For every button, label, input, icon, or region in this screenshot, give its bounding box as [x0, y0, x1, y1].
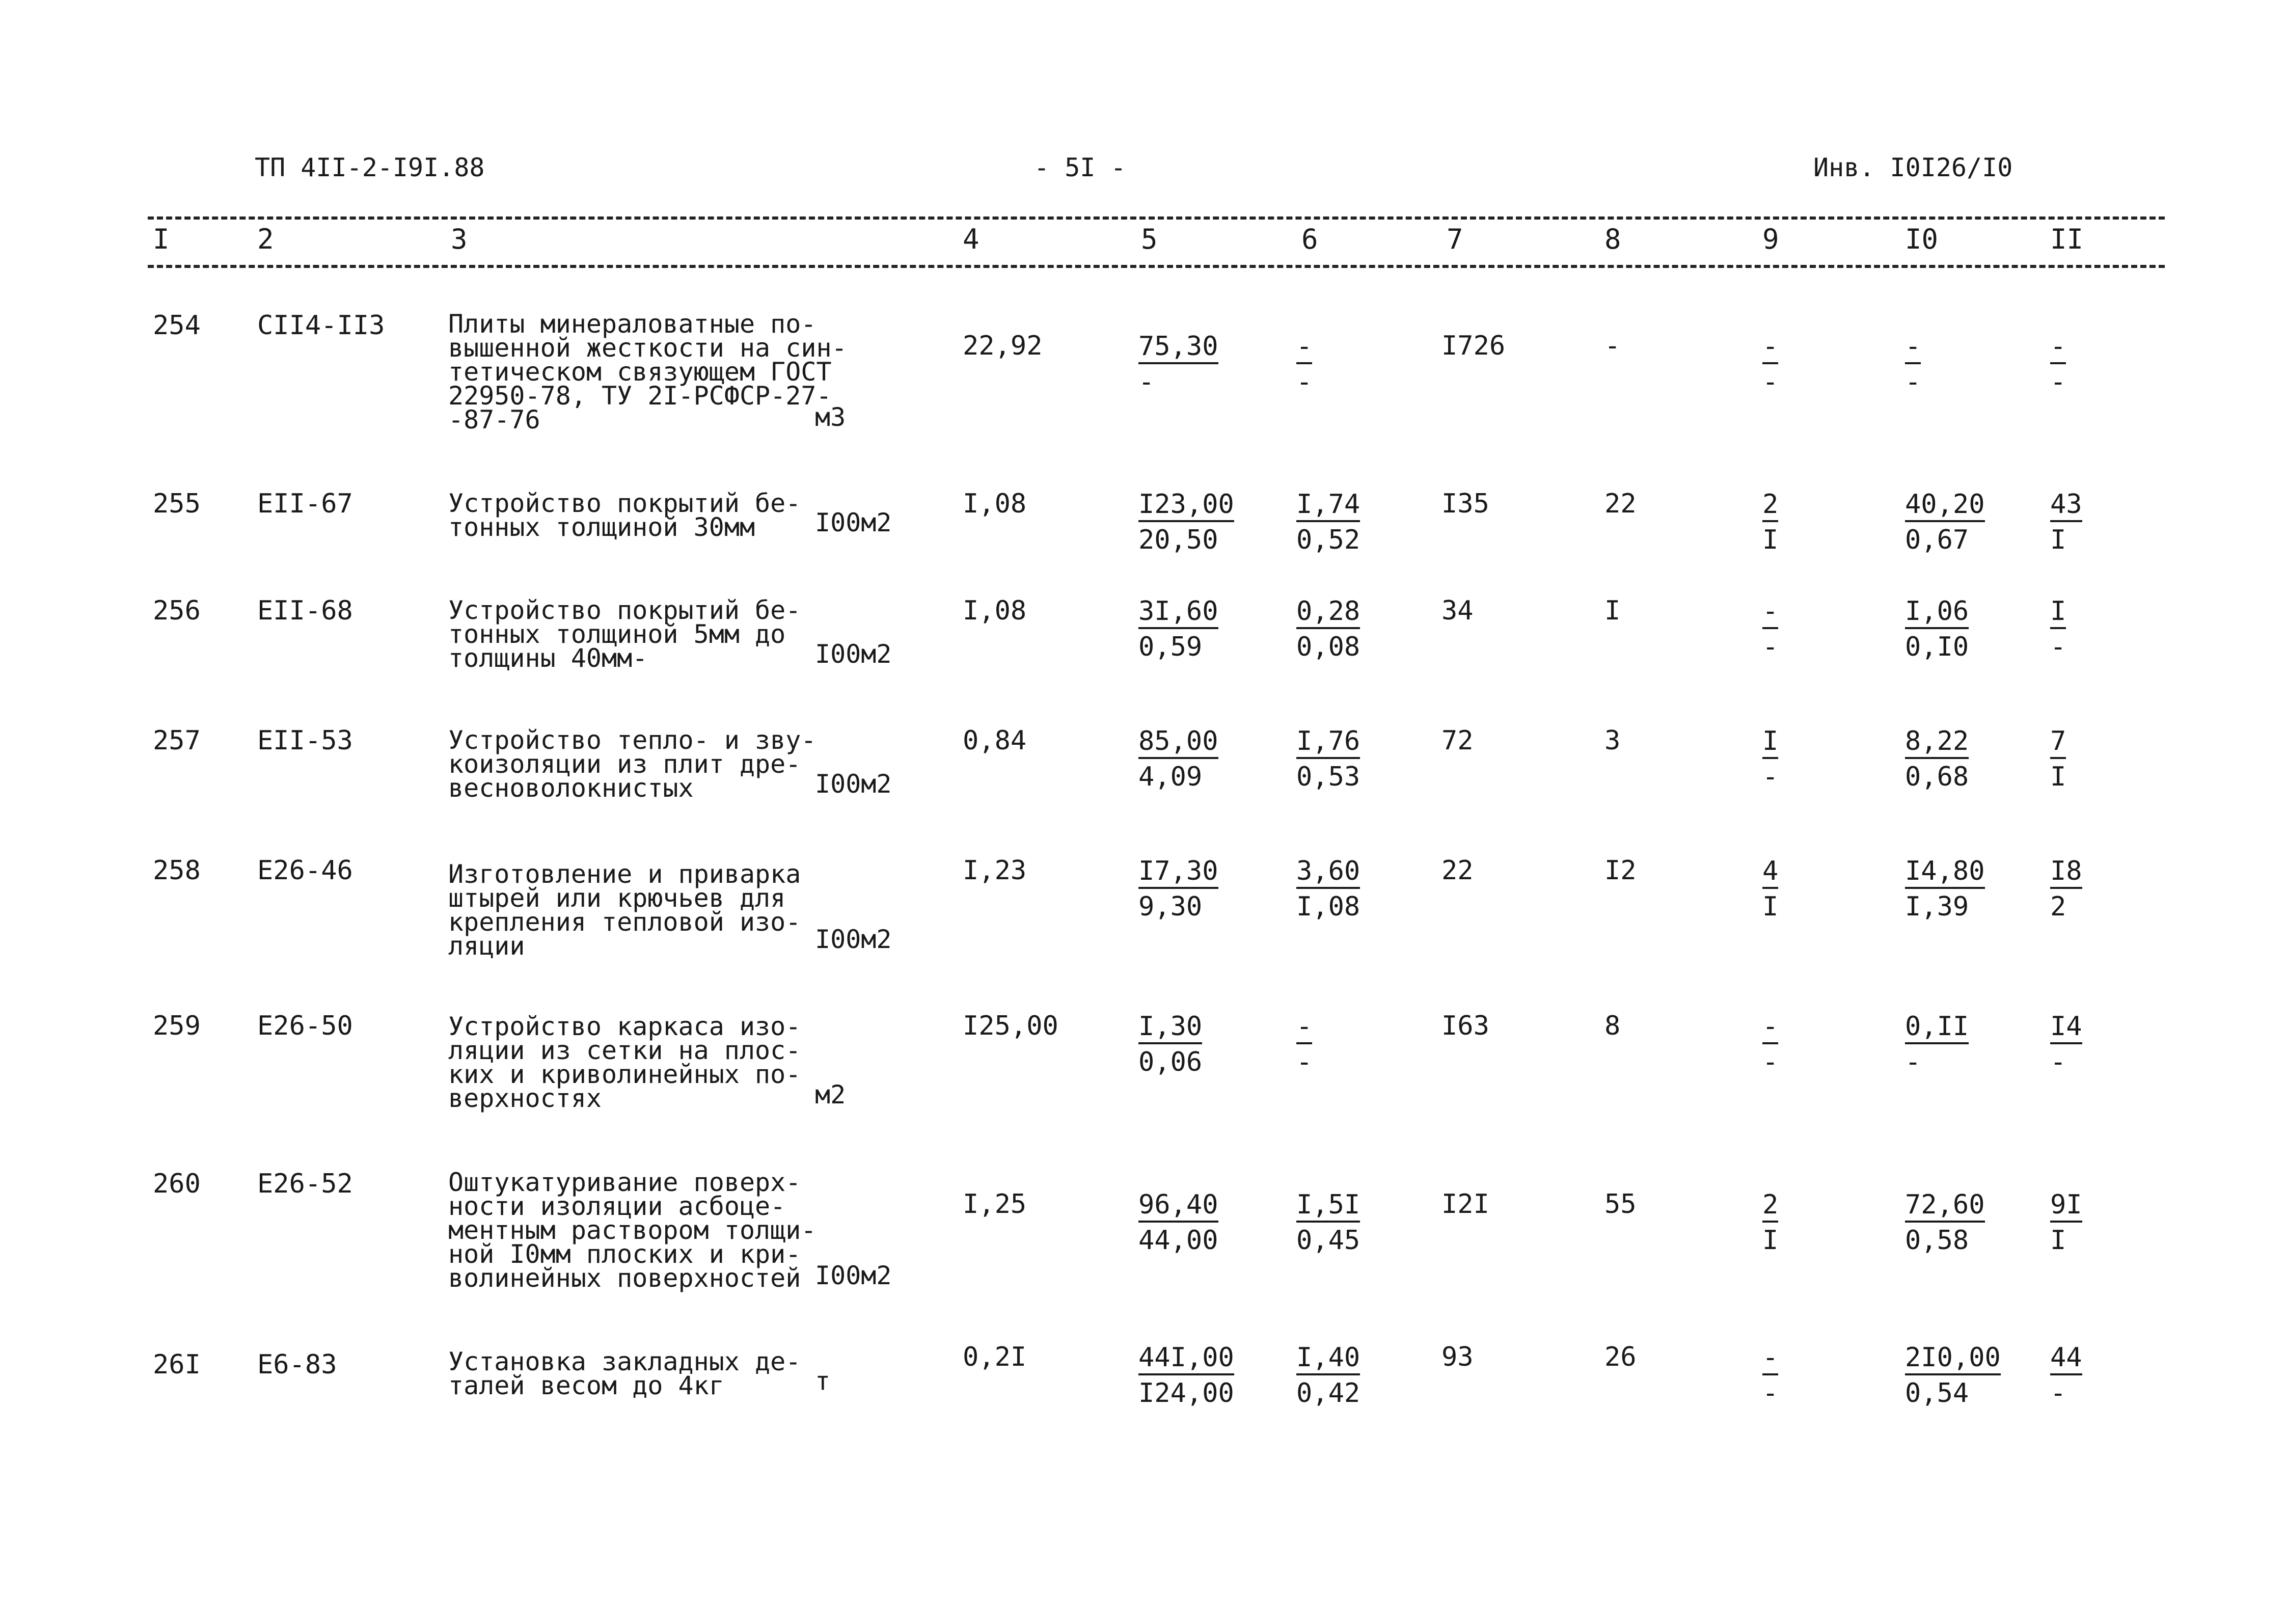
column-number: 5	[1141, 223, 1158, 255]
labor-cost: 55	[1604, 1189, 1637, 1220]
quantity: I25,00	[963, 1011, 1058, 1041]
column-number: 7	[1447, 223, 1463, 255]
total-labor-hours: - -	[2050, 331, 2066, 397]
page-number: - 5I -	[1034, 153, 1126, 182]
work-description: Устройство покрытий бе- тонных толщиной 30мм	[448, 489, 801, 542]
labor-cost: 3	[1604, 725, 1621, 756]
operation-cost: $\frac{I,40}{0,42}$	[1296, 1342, 1360, 1409]
row-number: 260	[153, 1169, 201, 1199]
quantity: I,08	[963, 489, 1027, 519]
unit: т	[815, 1366, 831, 1396]
machine-cost: $\frac{2}{I}$	[1762, 489, 1779, 555]
work-description: Изготовление и приварка штырей или крючьев для крепления тепловой изо- ляции	[448, 859, 801, 961]
unit-cost: $\frac{I7,30}{9,30}$	[1138, 856, 1218, 922]
machine-cost: - -	[1762, 1011, 1779, 1077]
work-description: Оштукатуривание поверх- ности изоляции асбоце- ментным раствором толщи- ной I0мм плоских и кри- волинейных поверхностей	[448, 1168, 817, 1293]
total-labor-hours: $\frac{I8}{2}$	[2050, 856, 2082, 922]
resource-code: Е6-83	[257, 1349, 337, 1380]
work-description: Устройство тепло- и зву- коизоляции из плит дре- весноволокнистых	[448, 725, 817, 803]
labor-cost: 26	[1604, 1342, 1637, 1372]
operation-cost: $\frac{3,60}{I,08}$	[1296, 856, 1360, 922]
labor-hours: $\frac{2I0,00}{0,54}$	[1905, 1342, 2001, 1409]
quantity: I,08	[963, 596, 1027, 626]
unit-cost: $\frac{96,40}{44,00}$	[1138, 1189, 1218, 1256]
quantity: 0,84	[963, 725, 1027, 756]
labor-hours: - -	[1905, 331, 1921, 397]
operation-cost: $\frac{I,76}{0,53}$	[1296, 726, 1360, 792]
total-cost: 22	[1441, 855, 1474, 886]
operation-cost: $\frac{I,74}{0,52}$	[1296, 489, 1360, 555]
machine-cost: I -	[1762, 726, 1779, 792]
labor-hours: 0,II -	[1905, 1011, 1969, 1077]
total-labor-hours: I4 -	[2050, 1011, 2082, 1077]
total-cost: 34	[1441, 596, 1474, 626]
header-bottom-rule	[148, 265, 2165, 268]
unit-cost: $\frac{85,00}{4,09}$	[1138, 726, 1218, 792]
unit: I00м2	[815, 508, 892, 537]
unit: I00м2	[815, 1261, 892, 1290]
operation-cost: $\frac{I,5I}{0,45}$	[1296, 1189, 1360, 1256]
labor-cost: 8	[1604, 1011, 1621, 1041]
document-code: ТП 4II-2-I9I.88	[255, 153, 485, 182]
total-cost: I2I	[1441, 1189, 1489, 1220]
quantity: 0,2I	[963, 1342, 1027, 1372]
labor-hours: $\frac{72,60}{0,58}$	[1905, 1189, 1985, 1256]
labor-cost: I2	[1604, 855, 1637, 886]
unit-cost: $\frac{I,30}{0,06}$	[1138, 1011, 1203, 1077]
unit: I00м2	[815, 639, 892, 669]
operation-cost: - -	[1296, 1011, 1313, 1077]
total-cost: I63	[1441, 1011, 1489, 1041]
total-labor-hours: $\frac{7}{I}$	[2050, 726, 2066, 792]
row-number: 26I	[153, 1349, 201, 1380]
unit: м2	[815, 1080, 846, 1109]
quantity: I,23	[963, 855, 1027, 886]
labor-hours: $\frac{I4,80}{I,39}$	[1905, 856, 1985, 922]
total-cost: 72	[1441, 725, 1474, 756]
resource-code: Е26-52	[257, 1169, 353, 1199]
machine-cost: - -	[1762, 596, 1779, 662]
inventory-number: Инв. I0I26/I0	[1813, 153, 2013, 182]
total-labor-hours: $\frac{43}{I}$	[2050, 489, 2082, 555]
column-number: 9	[1762, 223, 1779, 255]
work-description: Плиты минераловатные по- вышенной жесткости на син- тетическом связующем ГОСТ 22950-78, ТУ 2I-РСФСР-27- -87-76	[448, 309, 847, 435]
work-description: Установка закладных де- талей весом до 4кг	[448, 1347, 801, 1400]
operation-cost: $\frac{0,28}{0,08}$	[1296, 596, 1360, 662]
operation-cost: - -	[1296, 331, 1313, 397]
unit-cost: 75,30 -	[1138, 331, 1218, 397]
row-number: 257	[153, 725, 201, 756]
labor-cost: -	[1604, 331, 1621, 361]
header-top-rule	[148, 216, 2165, 220]
machine-cost: $\frac{4}{I}$	[1762, 856, 1779, 922]
column-number: 4	[963, 223, 979, 255]
row-number: 256	[153, 596, 201, 626]
work-description: Устройство покрытий бе- тонных толщиной 5мм до толщины 40мм-	[448, 596, 801, 673]
total-labor-hours: $\frac{9I}{I}$	[2050, 1189, 2082, 1256]
row-number: 259	[153, 1011, 201, 1041]
total-labor-hours: I -	[2050, 596, 2066, 662]
column-number: 2	[257, 223, 274, 255]
column-number: 3	[451, 223, 468, 255]
total-labor-hours: 44 -	[2050, 1342, 2082, 1409]
labor-hours: $\frac{40,20}{0,67}$	[1905, 489, 1985, 555]
unit-cost: $\frac{44I,00}{I24,00}$	[1138, 1342, 1234, 1409]
unit-cost: $\frac{3I,60}{0,59}$	[1138, 596, 1218, 662]
resource-code: ЕII-68	[257, 596, 353, 626]
unit: м3	[815, 402, 846, 432]
row-number: 254	[153, 310, 201, 341]
unit: I00м2	[815, 925, 892, 954]
unit: I00м2	[815, 769, 892, 799]
quantity: I,25	[963, 1189, 1027, 1220]
machine-cost: - -	[1762, 331, 1779, 397]
total-cost: 93	[1441, 1342, 1474, 1372]
total-cost: I35	[1441, 489, 1489, 519]
unit-cost: $\frac{I23,00}{20,50}$	[1138, 489, 1234, 555]
resource-code: Е26-46	[257, 855, 353, 886]
work-description: Устройство каркаса изо- ляции из сетки на плос- ких и криволинейных по- верхностях	[448, 1012, 801, 1113]
resource-code: СII4-II3	[257, 310, 385, 341]
column-number: I0	[1905, 223, 1939, 255]
quantity: 22,92	[963, 331, 1043, 361]
column-number: 6	[1301, 223, 1318, 255]
resource-code: ЕII-53	[257, 725, 353, 756]
machine-cost: - -	[1762, 1342, 1779, 1409]
labor-cost: 22	[1604, 489, 1637, 519]
labor-cost: I	[1604, 596, 1621, 626]
row-number: 258	[153, 855, 201, 886]
column-number: 8	[1604, 223, 1621, 255]
resource-code: Е26-50	[257, 1011, 353, 1041]
column-number: II	[2050, 223, 2084, 255]
column-number: I	[153, 223, 170, 255]
resource-code: ЕII-67	[257, 489, 353, 519]
machine-cost: $\frac{2}{I}$	[1762, 1189, 1779, 1256]
row-number: 255	[153, 489, 201, 519]
labor-hours: $\frac{8,22}{0,68}$	[1905, 726, 1969, 792]
total-cost: I726	[1441, 331, 1506, 361]
labor-hours: $\frac{I,06}{0,I0}$	[1905, 596, 1969, 662]
